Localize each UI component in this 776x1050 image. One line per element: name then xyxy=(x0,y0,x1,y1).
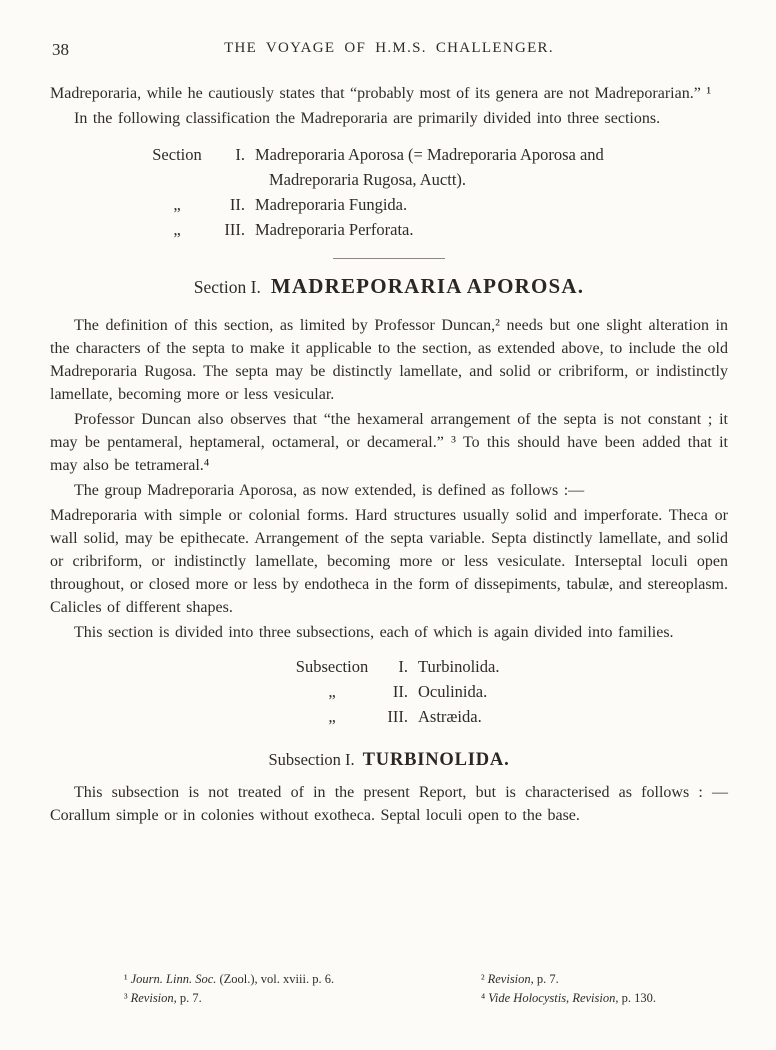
list-text: Oculinida. xyxy=(418,682,488,701)
list-numeral: III. xyxy=(387,707,408,726)
subsection-list xyxy=(288,654,728,729)
footnote-text: Revision, xyxy=(487,972,534,986)
list-text: Madreporaria Fungida. xyxy=(255,195,408,214)
section-list xyxy=(145,142,728,242)
footnote-text: Journ. Linn. Soc. xyxy=(130,972,217,986)
footnote-text: Revision, xyxy=(569,991,619,1005)
paragraph-intro-1: Madreporaria, while he cautiously states that “probably most of its genera are not Madreporarian.” ¹ xyxy=(50,85,712,102)
list-numeral xyxy=(209,167,245,192)
list-numeral: III. xyxy=(224,220,245,239)
ditto-mark: „ xyxy=(173,195,181,214)
subsection-list-item-2 xyxy=(288,679,728,704)
list-numeral: I. xyxy=(235,145,245,164)
footnote-marker: ² xyxy=(481,972,485,986)
subsection-heading xyxy=(50,749,728,771)
footnote-4 xyxy=(481,989,728,1008)
ditto-mark: „ xyxy=(173,220,181,239)
footnote-text: Vide Holocystis, xyxy=(488,991,570,1005)
paragraph-body-5: This section is divided into three subsections, each of which is again divided into families. xyxy=(74,624,674,641)
footnotes xyxy=(50,970,728,1008)
list-text: Madreporaria Rugosa, Auctt). xyxy=(269,170,467,189)
running-title: THE VOYAGE OF H.M.S. CHALLENGER. xyxy=(224,40,554,56)
list-label: Subsection xyxy=(295,657,369,676)
ditto-mark: „ xyxy=(328,682,336,701)
footnote-text: p. 130. xyxy=(618,991,656,1005)
section-heading-title: MADREPORARIA APOROSA. xyxy=(270,274,585,298)
section-list-item-1-continuation xyxy=(145,167,728,192)
paragraph-body-2: Professor Duncan also observes that “the hexameral arrangement of the septa is not constant ; it may be pentameral, heptameral, octameral, or decameral.” ³ To this should have been added that it may also be tetrameral.⁴ xyxy=(50,411,728,474)
section-list-item-2 xyxy=(145,192,728,217)
footnote-text: Revision, xyxy=(130,991,177,1005)
footnote-marker: ³ xyxy=(124,991,128,1005)
page-number: 38 xyxy=(52,40,69,59)
subsection-list-item-1 xyxy=(288,654,728,679)
ditto-mark: „ xyxy=(328,707,336,726)
footnote-marker: ⁴ xyxy=(481,991,486,1005)
list-numeral: II. xyxy=(229,195,245,214)
list-text: Turbinolida. xyxy=(418,657,500,676)
footnotes-right-column xyxy=(389,970,728,1008)
footnote-text: p. 7. xyxy=(176,991,202,1005)
list-label: Section xyxy=(152,145,202,164)
footnote-marker: ¹ xyxy=(124,972,128,986)
list-text: Astræida. xyxy=(418,707,482,726)
footnote-text: p. 7. xyxy=(533,972,559,986)
list-label xyxy=(145,167,209,192)
list-text: Madreporaria Perforata. xyxy=(255,220,414,239)
footnote-2 xyxy=(481,970,728,989)
section-list-item-3 xyxy=(145,217,728,242)
paragraph-intro-2: In the following classification the Madreporaria are primarily divided into three sections. xyxy=(74,110,661,127)
paragraph-body-3: The group Madreporaria Aporosa, as now extended, is defined as follows :— xyxy=(74,482,585,499)
footnote-1 xyxy=(124,970,389,989)
section-heading xyxy=(50,273,728,300)
subsection-heading-title: TURBINOLIDA. xyxy=(362,750,510,770)
list-text: Madreporaria Aporosa (= Madreporaria Aporosa and xyxy=(255,145,604,164)
section-list-item-1 xyxy=(145,142,728,167)
subsection-heading-prefix: Subsection I. xyxy=(268,750,355,769)
footnotes-left-column xyxy=(50,970,389,1008)
footnote-text: (Zool.), vol. xviii. p. 6. xyxy=(216,972,335,986)
paragraph-body-4: Madreporaria with simple or colonial forms. Hard structures usually solid and imperforate. Theca or wall solid, may be epithecate. Arrangement of the septa variable. Septa distinctly lamellate, and solid or cribriform, or indistinctly lamellate, becoming more or less vesiculate. Interseptal loculi open throughout, or closed more or less by endotheca in the form of dissepiments, tabulæ, and stereoplasm. Calicles of different shapes. xyxy=(50,507,728,616)
paragraph-body-1: The definition of this section, as limited by Professor Duncan,² needs but one slight alteration in the characters of the septa to make it applicable to the section, as extended above, to include the old Madreporaria Rugosa. The septa may be distinctly lamellate, and solid or cribriform, or indistinctly lamellate, becoming more or less vesicular. xyxy=(50,317,728,403)
list-numeral: II. xyxy=(392,682,408,701)
section-heading-prefix: Section I. xyxy=(193,277,261,297)
page-header xyxy=(50,40,728,62)
list-numeral: I. xyxy=(398,657,408,676)
section-divider-rule xyxy=(333,258,445,259)
footnote-3 xyxy=(124,989,389,1008)
subsection-list-item-3 xyxy=(288,704,728,729)
paragraph-turbinolida: This subsection is not treated of in the present Report, but is characterised as follows : —Corallum simple or in colonies without exotheca. Septal loculi open to the base. xyxy=(50,784,728,824)
